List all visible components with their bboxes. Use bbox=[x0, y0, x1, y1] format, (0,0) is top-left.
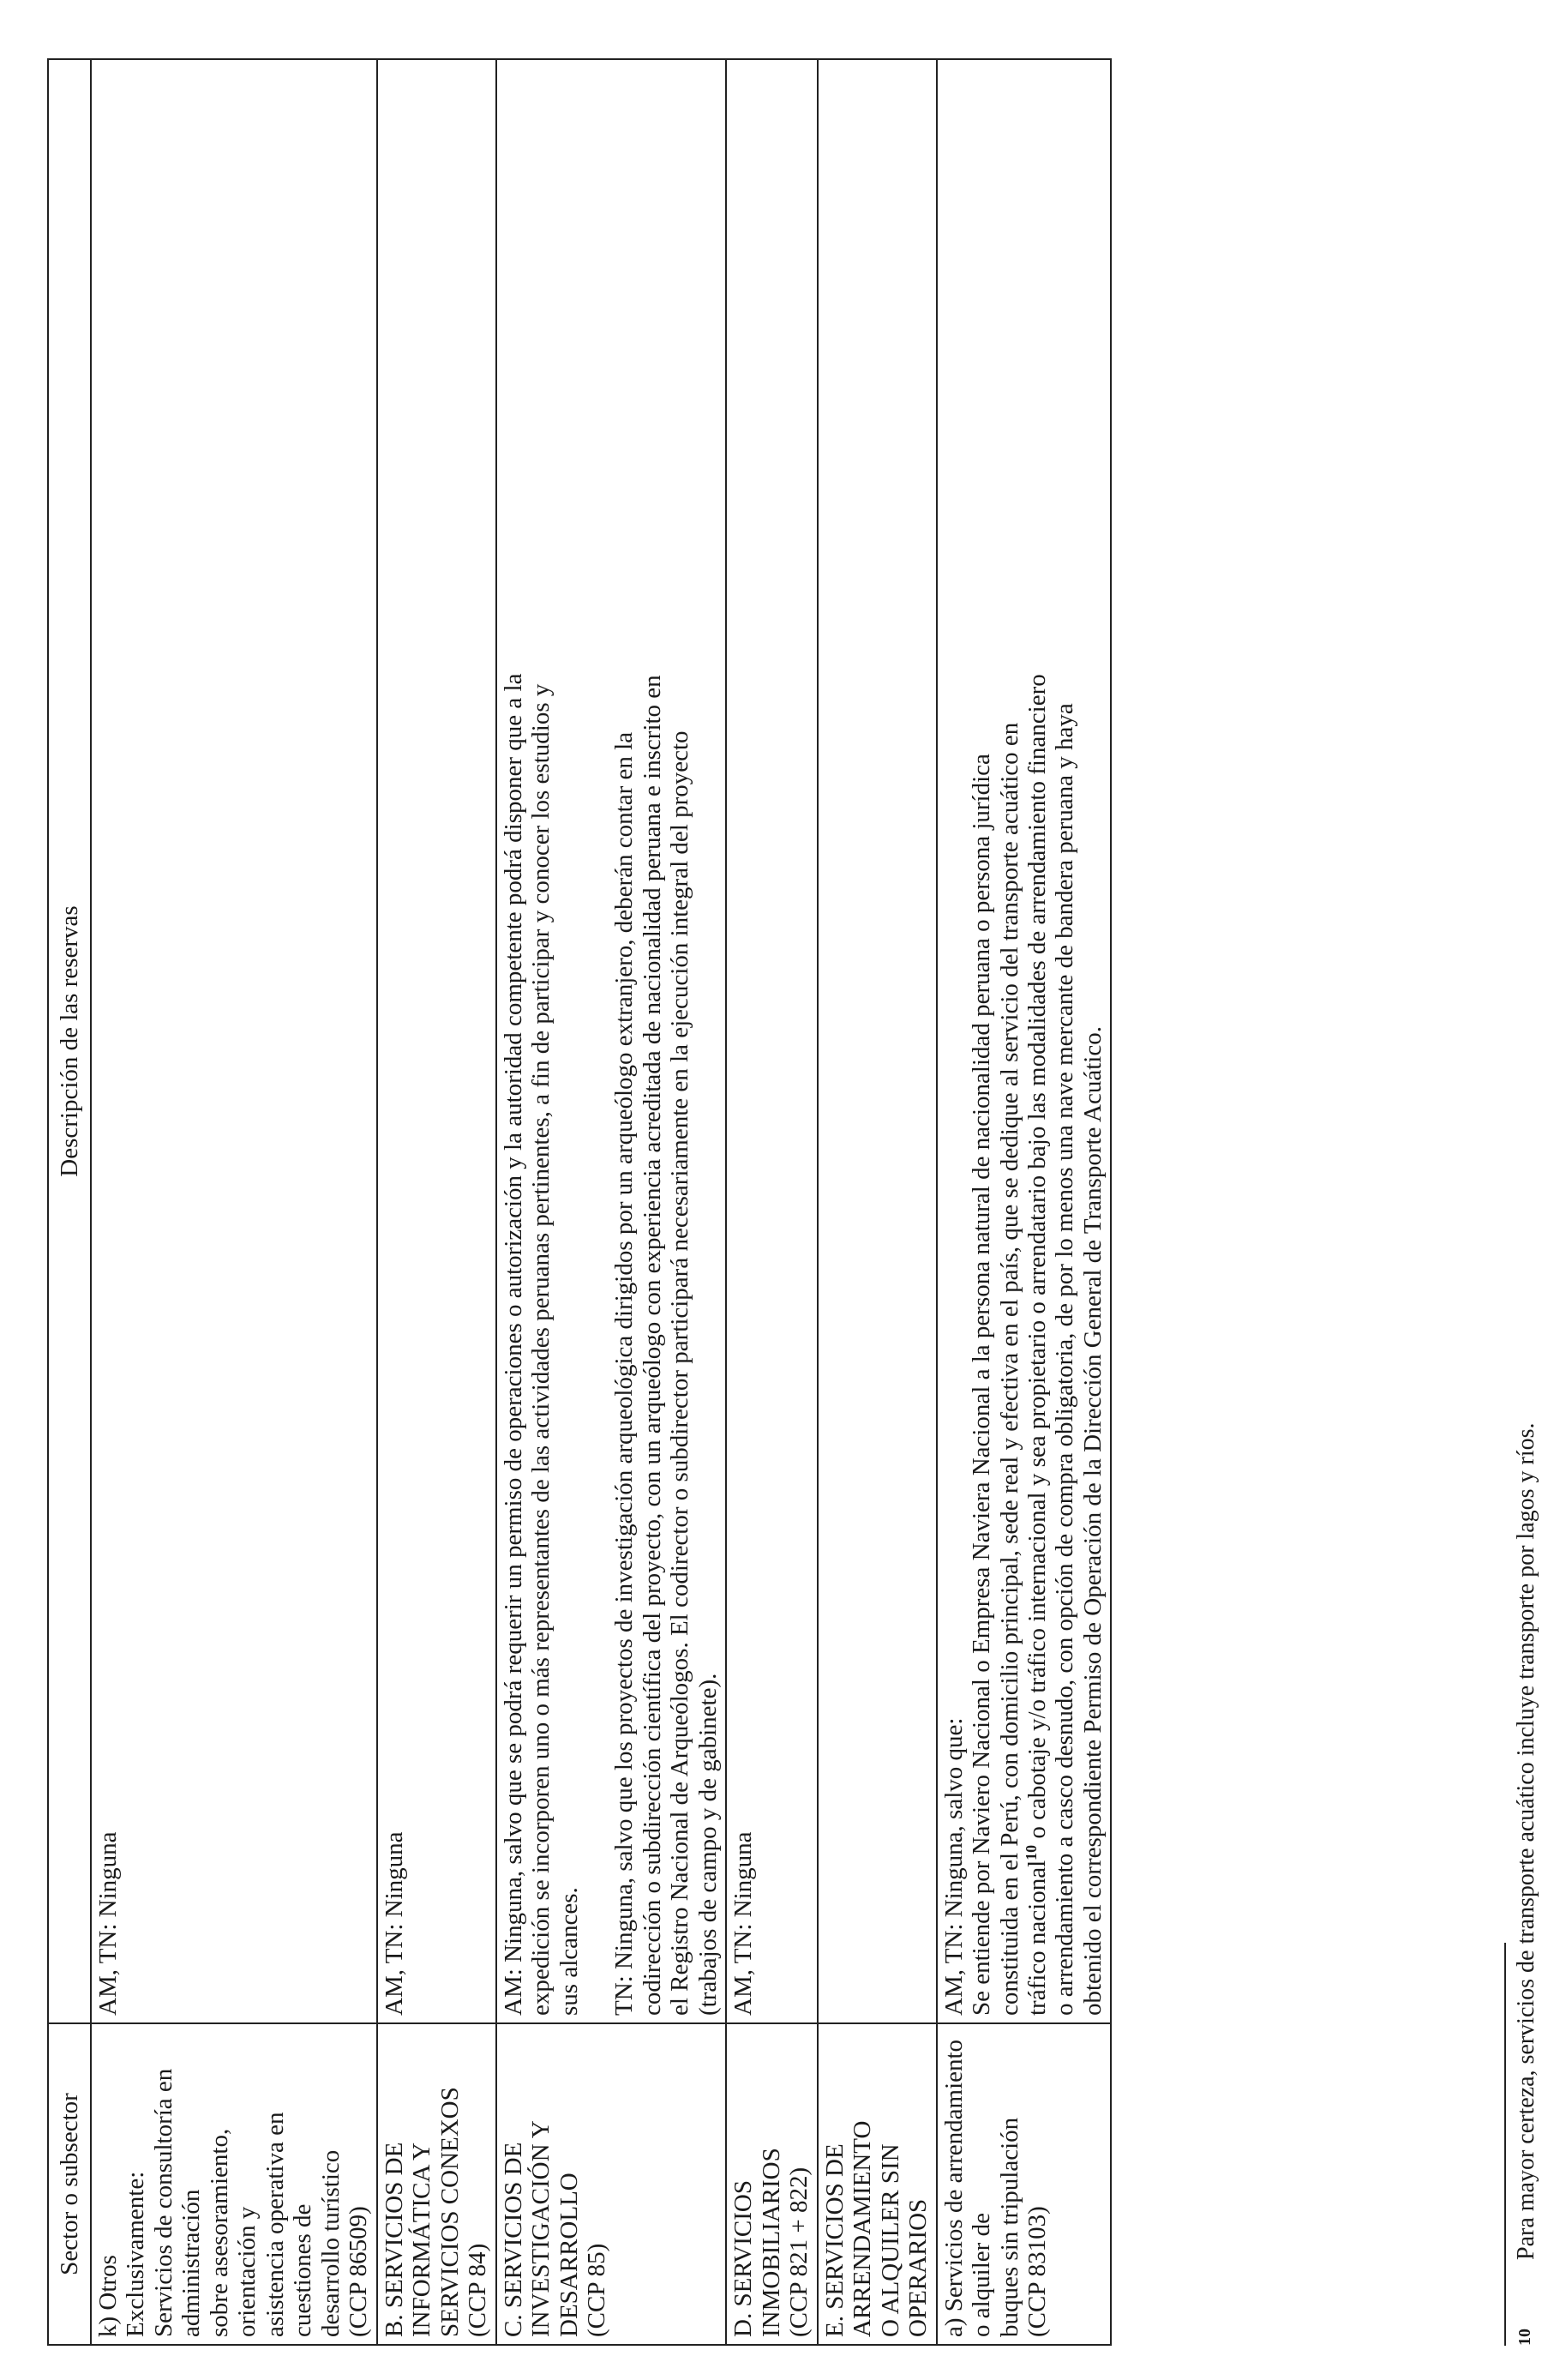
description-cell bbox=[937, 59, 1112, 2023]
description-line: AM, TN: Ninguna bbox=[380, 1831, 408, 2016]
description-line: AM, TN: Ninguna, salvo que: bbox=[939, 1717, 968, 2016]
footnote-separator bbox=[1504, 1943, 1506, 2346]
sector-line: (CCP 86509) bbox=[345, 2206, 373, 2337]
sector-line: (CCP 821 + 822) bbox=[785, 2167, 813, 2337]
sector-line: a) Servicios de arrendamiento o alquiler de bbox=[939, 2039, 996, 2337]
paragraph-gap bbox=[583, 65, 610, 2016]
footnote bbox=[1513, 1422, 1540, 2346]
description-line: AM, TN: Ninguna bbox=[729, 1831, 758, 2016]
sector-line: E. SERVICIOS DE ARRENDAMIENTO bbox=[820, 2120, 877, 2337]
header-description: Descripción de las reservas bbox=[48, 59, 91, 2023]
description-line: o arrendamiento a casco desnudo, con opción de compra obligatoria, de por lo menos una nave mercante de bandera peruana y haya bbox=[1051, 703, 1079, 2016]
description-line: TN: Ninguna, salvo que los proyectos de investigación arqueológica dirigidos por un arqueólogo extranjero, deberán contar en la bbox=[610, 731, 639, 2016]
sector-cell bbox=[726, 2023, 817, 2345]
sector-line: O ALQUILER SIN OPERARIOS bbox=[876, 2143, 933, 2337]
footnote-number: 10 bbox=[1515, 2329, 1534, 2346]
description-line: constituida en el Perú, con domicilio principal, sede real y efectiva en el país, que se dedique al servicio del transporte acuático en bbox=[995, 722, 1023, 2016]
sector-line: DESARROLLO bbox=[555, 2173, 583, 2337]
description-cell-empty bbox=[818, 59, 937, 2023]
description-line: (trabajos de campo y de gabinete). bbox=[693, 1673, 722, 2016]
table-header-row bbox=[48, 59, 91, 2345]
description-line: Se entiende por Naviero Nacional o Empresa Naviera Nacional a la persona natural de nacionalidad peruana o persona jurídica bbox=[968, 754, 996, 2016]
sector-cell bbox=[91, 2023, 377, 2345]
sector-line: SERVICIOS CONEXOS bbox=[435, 2087, 464, 2337]
description-text: tráfico nacional bbox=[1023, 1860, 1051, 2016]
table-row bbox=[91, 59, 377, 2345]
footnote-text: Para mayor certeza, servicios de transporte acuático incluye transporte por lagos y ríos. bbox=[1513, 1422, 1539, 2260]
table-row bbox=[726, 59, 817, 2345]
sector-line: C. SERVICIOS DE INVESTIGACIÓN Y bbox=[499, 2120, 555, 2337]
header-sector: Sector o subsector bbox=[48, 2023, 91, 2345]
description-line: el Registro Nacional de Arqueólogos. El codirector o subdirector participará necesariamente en la ejecución integral del proyecto bbox=[666, 730, 694, 2016]
description-line: sus alcances. bbox=[555, 1887, 583, 2016]
sector-cell bbox=[818, 2023, 937, 2345]
description-cell bbox=[377, 59, 496, 2023]
sector-line: D. SERVICIOS INMOBILIARIOS bbox=[729, 2148, 785, 2337]
table-row bbox=[377, 59, 496, 2345]
description-line: AM, TN: Ninguna bbox=[94, 1831, 122, 2016]
sector-line: (CCP 84) bbox=[464, 2243, 492, 2337]
description-cell bbox=[91, 59, 377, 2023]
sector-line: buques sin tripulación bbox=[995, 2117, 1023, 2337]
reservations-table bbox=[47, 58, 1112, 2346]
sector-line: (CCP 85) bbox=[582, 2243, 610, 2337]
sector-line: sobre asesoramiento, orientación y bbox=[205, 2128, 261, 2337]
sector-line: desarrollo turístico bbox=[316, 2149, 345, 2337]
description-line: obtenido el correspondiente Permiso de Operación de la Dirección General de Transporte Acuático. bbox=[1078, 1026, 1107, 2016]
table-row bbox=[937, 59, 1112, 2345]
sector-cell bbox=[496, 2023, 727, 2345]
table-row bbox=[818, 59, 937, 2345]
table-row bbox=[496, 59, 727, 2345]
sector-line: asistencia operativa en cuestiones de bbox=[261, 2112, 317, 2337]
description-cell bbox=[496, 59, 727, 2023]
description-line: AM: Ninguna, salvo que se podrá requerir un permiso de operaciones o autorización y la autoridad competente podrá disponer que a la bbox=[499, 673, 527, 2016]
footnote-ref[interactable]: 10 bbox=[1023, 1844, 1041, 1860]
sector-line: B. SERVICIOS DE INFORMÁTICA Y bbox=[380, 2142, 436, 2337]
description-line: expedición se incorporen uno o más representantes de las actividades peruanas pertinentes, a fin de participar y conocer los estudios y bbox=[527, 683, 555, 2016]
description-line: codirección o subdirección científica del proyecto, con un arqueólogo con experiencia acreditada de nacionalidad peruana e inscrito en bbox=[638, 675, 666, 2016]
description-cell bbox=[726, 59, 817, 2023]
description-text: o cabotaje y/o tráfico internacional y sea propietario o arrendatario bajo las modalidades de arrendamiento financiero bbox=[1023, 674, 1051, 1845]
sector-cell bbox=[377, 2023, 496, 2345]
description-line-with-footnote bbox=[1023, 65, 1051, 2016]
sector-line: k) Otros bbox=[94, 2255, 122, 2337]
sector-cell bbox=[937, 2023, 1112, 2345]
sector-line: (CCP 83103) bbox=[1023, 2206, 1051, 2337]
sector-line: Servicios de consultoría en administración bbox=[149, 2068, 206, 2337]
sector-line: Exclusivamente: bbox=[122, 2171, 150, 2337]
